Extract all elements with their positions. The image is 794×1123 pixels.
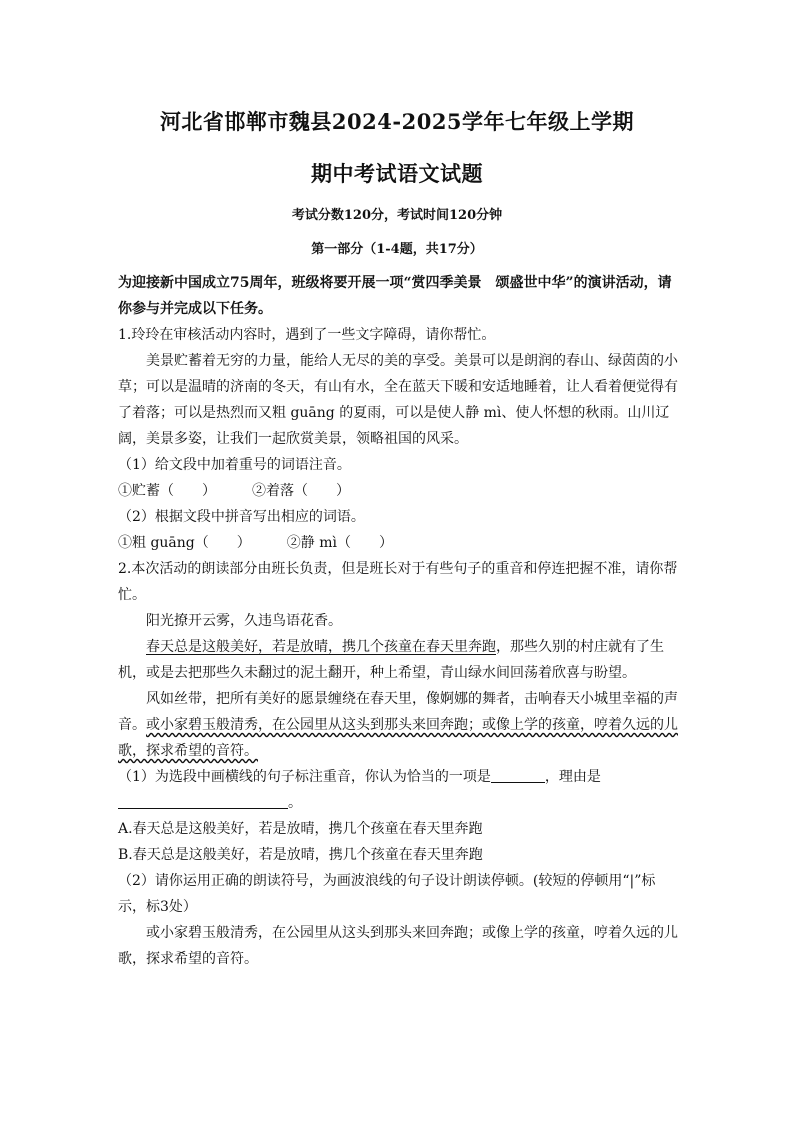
q2-option-b: B.春天总是这般美好，若是放晴，携几个孩童在春天里奔跑: [118, 847, 483, 863]
q2-stem: 2.本次活动的朗读部分由班长负责，但是班长对于有些句子的重音和停连把握不准，请你帮忙。: [118, 561, 678, 603]
q1-sub2-item-a: ①粗 guāng（ ）: [118, 535, 251, 551]
q2-sub2: （2）请你运用正确的朗读符号，为画波浪线的句子设计朗读停顿。(较短的停顿用“|”标示，标3处）: [118, 873, 656, 915]
q2-sub1-text-b: ，理由是: [544, 769, 601, 785]
q2-option-a: A.春天总是这般美好，若是放晴，携几个孩童在春天里奔跑: [118, 821, 483, 837]
answer-blank-choice[interactable]: [491, 768, 545, 783]
q2-passage-p2: [118, 634, 678, 686]
q2-sub1-text-a: （1）为选段中画横线的句子标注重音，你认为恰当的一项是: [118, 769, 491, 785]
q1-sub2-item-b: ②静 mì（ ）: [286, 535, 393, 551]
title-line-1: 河北省邯郸市魏县2024-2025学年七年级上学期: [159, 109, 635, 134]
q1-passage: 美景贮蓄着无穷的力量，能给人无尽的美的享受。美景可以是朗润的春山、绿茵茵的小草；可以是温晴的济南的冬天，有山有水，全在蓝天下暖和安适地睡着，让人看着便觉得有了着落；可以是热烈而又粗 guāng 的夏雨，可以是使人静 mì、使人怀想的秋雨。山川辽阔，美景多姿，让我们一起欣赏美景，领略祖国的风采。: [118, 353, 678, 447]
q2-passage-p3: [118, 686, 678, 764]
q2-passage-p2-rest: ，那些久别的村庄就有了生机，或是去把那些久未翻过的泥土翻开，种上希望，青山绿水间回荡着欣喜与盼望。: [118, 639, 664, 681]
q2-sub1-end: 。: [288, 795, 302, 811]
wavy-sentence: 或小家碧玉般清秀，在公园里从这头到那头来回奔跑；或像上学的孩童，哼着久远的儿歌，探求希望的音符。: [118, 717, 678, 759]
q1-sub2-items: [118, 530, 678, 556]
q1-stem: 1.玲玲在审核活动内容时，遇到了一些文字障碍，请你帮忙。: [118, 327, 496, 343]
answer-blank-reason[interactable]: [118, 794, 288, 809]
section-heading: 第一部分（1-4题，共17分）: [311, 242, 483, 257]
q1-sub1-item-b: ②着落（ ）: [252, 483, 350, 499]
q2-sub1: [118, 764, 678, 816]
q2-passage-p3-start: 风如丝带，把所有美好的愿景缠绕在春天里，像婀娜的舞者，击响春天小城里幸福的声音。: [118, 691, 678, 733]
q1-sub1-items: [118, 478, 678, 504]
exam-body: [118, 270, 678, 972]
q2-passage-p1: 阳光撩开云雾，久违鸟语花香。: [146, 613, 342, 629]
q1-sub2: （2）根据文段中拼音写出相应的词语。: [118, 509, 365, 525]
q2-sub2-text: 或小家碧玉般清秀，在公园里从这头到那头来回奔跑；或像上学的孩童，哼着久远的儿歌，探求希望的音符。: [118, 925, 678, 967]
title-line-2: 期中考试语文试题: [311, 161, 483, 186]
underlined-sentence: 春天总是这般美好，若是放晴，携几个孩童在春天里奔跑: [146, 639, 496, 655]
intro-paragraph: 为迎接新中国成立75周年，班级将要开展一项“赏四季美景 颂盛世中华”的演讲活动，请你参与并完成以下任务。: [118, 275, 672, 317]
q1-sub1: （1）给文段中加着重号的词语注音。: [118, 457, 351, 473]
q1-sub1-item-a: ①贮蓄（ ）: [118, 483, 216, 499]
exam-info: 考试分数120分，考试时间120分钟: [291, 208, 503, 223]
